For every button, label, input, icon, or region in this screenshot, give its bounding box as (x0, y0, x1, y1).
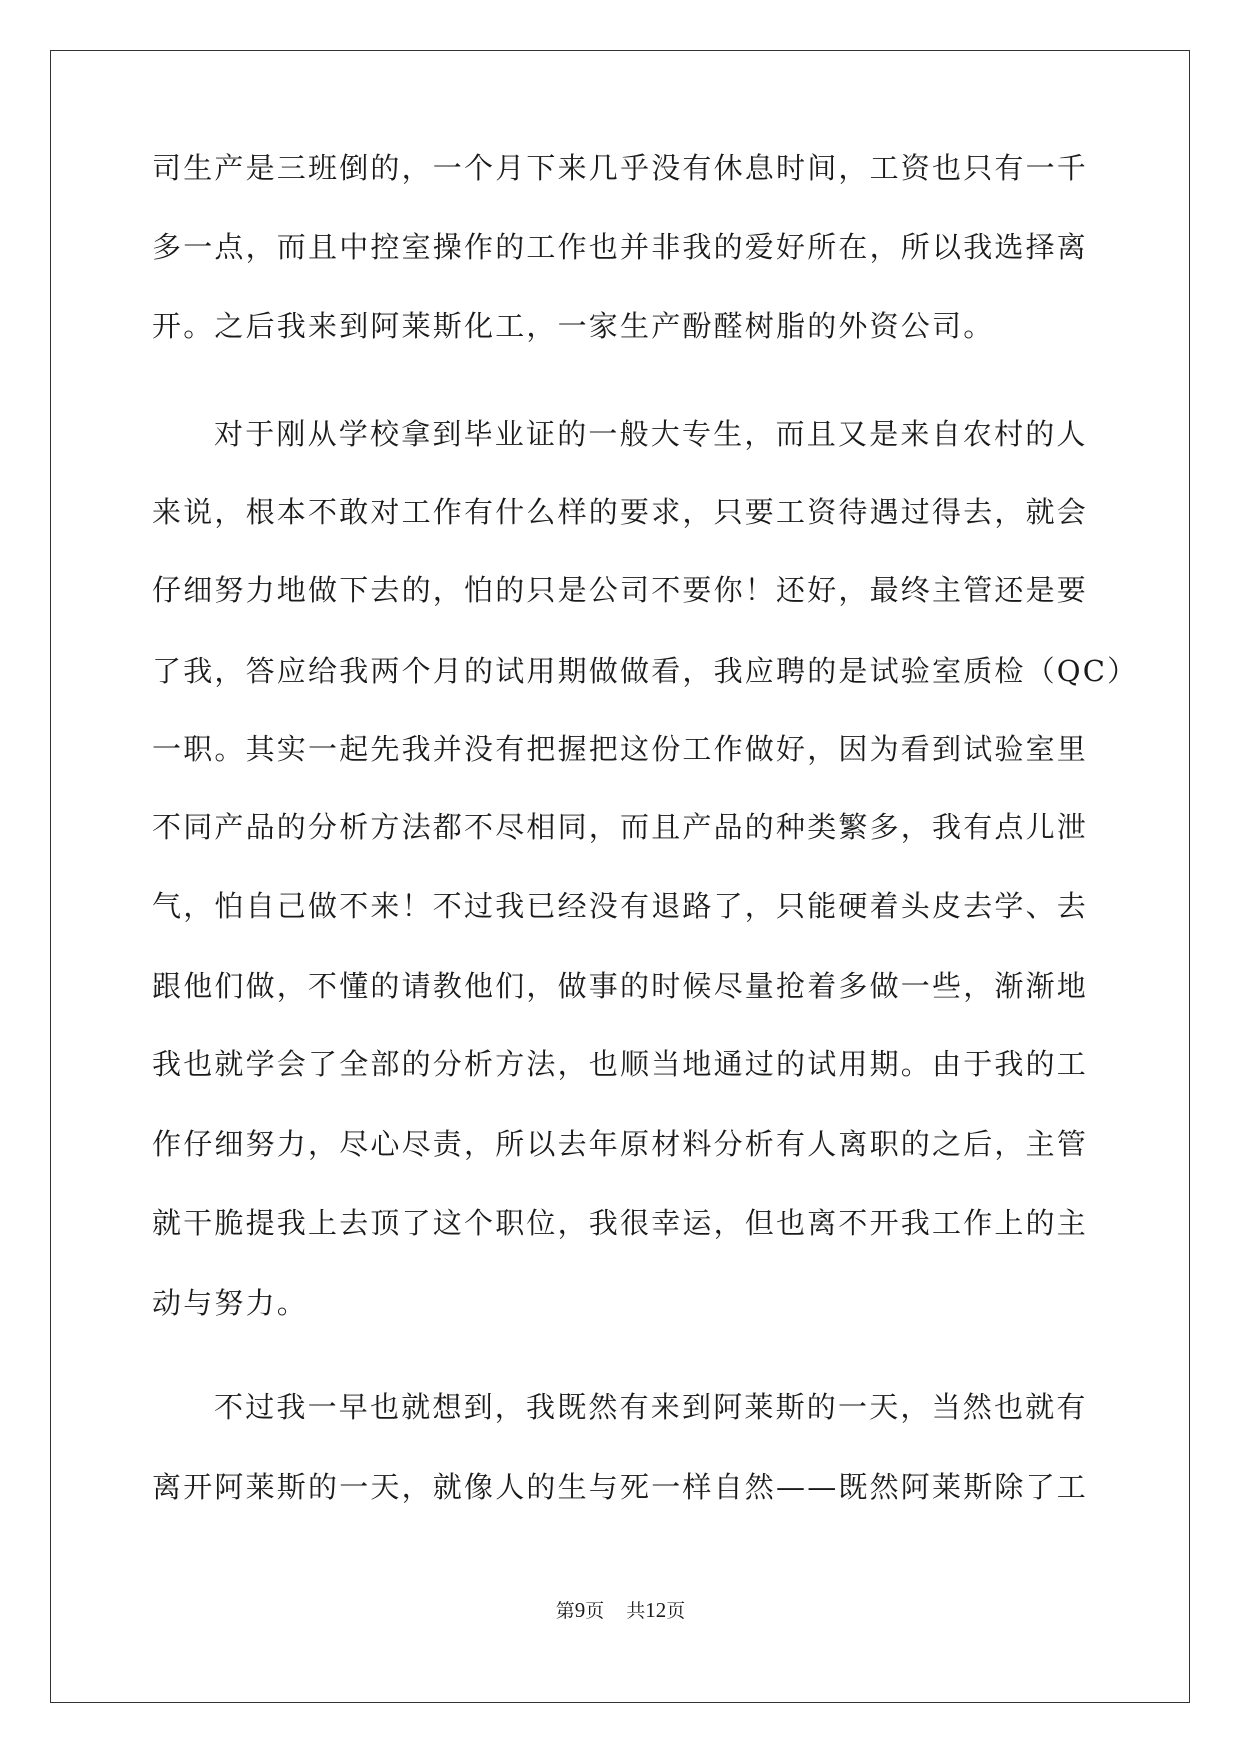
paragraph-line: 来说，根本不敢对工作有什么样的要求，只要工资待遇过得去，就会 (152, 495, 1089, 529)
paragraph-line: 跟他们做，不懂的请教他们，做事的时候尽量抢着多做一些，渐渐地 (152, 969, 1089, 1003)
page-label-suffix: 页 (585, 1600, 605, 1622)
paragraph-line: 多一点，而且中控室操作的工作也并非我的爱好所在，所以我选择离 (152, 230, 1089, 264)
page-footer (0, 1598, 1241, 1623)
paragraph-line: 不同产品的分析方法都不尽相同，而且产品的种类繁多，我有点儿泄 (152, 810, 1089, 844)
paragraph-line: 作仔细努力，尽心尽责，所以去年原材料分析有人离职的之后，主管 (152, 1127, 1089, 1161)
paragraph-line: 动与努力。 (152, 1286, 309, 1320)
paragraph-line: 就干脆提我上去顶了这个职位，我很幸运，但也离不开我工作上的主 (152, 1206, 1089, 1240)
page-number: 9 (574, 1598, 586, 1622)
total-pages: 12 (645, 1598, 667, 1622)
paragraph-line: 仔细努力地做下去的，怕的只是公司不要你！还好，最终主管还是要 (152, 573, 1089, 607)
page-label-prefix: 第 (555, 1600, 575, 1622)
paragraph-line: 开。之后我来到阿莱斯化工，一家生产酚醛树脂的外资公司。 (152, 309, 995, 343)
total-label-suffix: 页 (666, 1600, 686, 1622)
paragraph-line: 司生产是三班倒的，一个月下来几乎没有休息时间，工资也只有一千 (152, 151, 1089, 185)
paragraph-line: 我也就学会了全部的分析方法，也顺当地通过的试用期。由于我的工 (152, 1047, 1089, 1081)
paragraph-first-line: 对于刚从学校拿到毕业证的一般大专生，而且又是来自农村的人 (214, 417, 1088, 451)
paragraph-first-line: 不过我一早也就想到，我既然有来到阿莱斯的一天，当然也就有 (214, 1390, 1088, 1424)
page-border (50, 50, 1190, 1703)
paragraph-line: 了我，答应给我两个月的试用期做做看，我应聘的是试验室质检（QC） (152, 654, 1139, 688)
paragraph-line: 离开阿莱斯的一天，就像人的生与死一样自然——既然阿莱斯除了工 (152, 1470, 1089, 1504)
total-label-prefix: 共 (626, 1600, 646, 1622)
paragraph-line: 一职。其实一起先我并没有把握把这份工作做好，因为看到试验室里 (152, 732, 1089, 766)
paragraph-line: 气，怕自己做不来！不过我已经没有退路了，只能硬着头皮去学、去 (152, 889, 1089, 923)
